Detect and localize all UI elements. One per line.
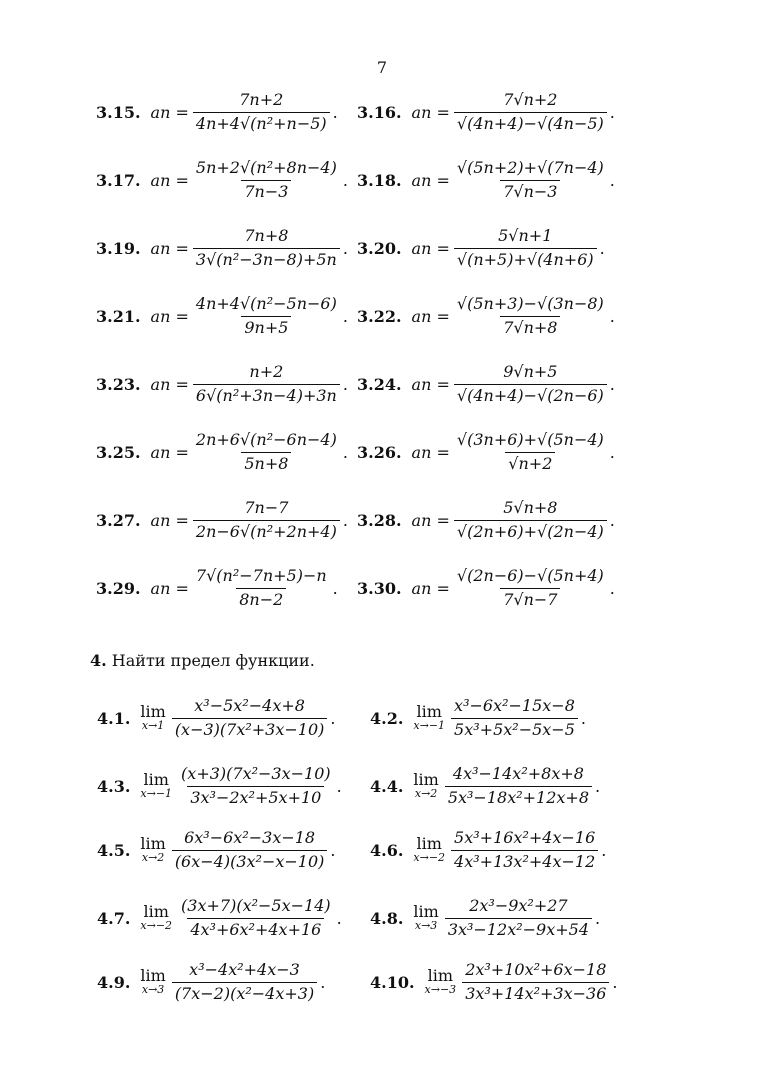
sequence-label: an = — [150, 102, 189, 122]
fraction — [445, 765, 592, 807]
sequence-label: an = — [150, 442, 189, 462]
limit-operator — [140, 965, 166, 996]
problem-number: 4.5. — [97, 840, 131, 860]
denominator: 5x³−18x²+12x+8 — [445, 786, 592, 807]
period: . — [342, 374, 348, 394]
sequence-label: an = — [150, 170, 189, 190]
numerator: 4n+4√(n²−5n−6) — [195, 294, 337, 314]
denominator: 5x³+5x²−5x−5 — [451, 718, 578, 739]
denominator: 5n+8 — [241, 452, 291, 473]
limit-operator — [413, 701, 446, 732]
period: . — [612, 972, 618, 992]
fraction — [454, 431, 607, 473]
limit-operator — [413, 769, 439, 800]
sequence-label: an = — [411, 238, 450, 258]
period: . — [580, 708, 586, 728]
denominator: 3√(n²−3n−8)+5n — [193, 248, 340, 269]
problem-number: 3.21. — [96, 306, 141, 326]
fraction — [451, 697, 578, 739]
numerator: 5√n+1 — [498, 226, 553, 246]
fraction — [451, 829, 598, 871]
problem-3-18 — [357, 158, 615, 202]
limit-operator — [140, 769, 173, 800]
fraction — [454, 295, 607, 337]
numerator: 7n+2 — [239, 90, 284, 110]
problem-3-30 — [357, 566, 615, 610]
denominator: √n+2 — [505, 452, 555, 473]
problem-number: 3.20. — [357, 238, 402, 258]
numerator: x³−4x²+4x−3 — [189, 960, 300, 980]
problem-3-19 — [96, 226, 348, 270]
limit-subscript: x→−1 — [413, 718, 446, 732]
problem-number: 3.27. — [96, 510, 141, 530]
fraction — [178, 765, 334, 807]
period: . — [332, 578, 338, 598]
problem-number: 4.10. — [370, 972, 415, 992]
numerator: n+2 — [249, 362, 284, 382]
period: . — [609, 102, 615, 122]
problem-3-20 — [357, 226, 605, 270]
denominator: 3x³+14x²+3x−36 — [462, 982, 609, 1003]
numerator: 9√n+5 — [503, 362, 558, 382]
problem-number: 3.22. — [357, 306, 402, 326]
denominator: 7√n−3 — [500, 180, 560, 201]
period: . — [342, 510, 348, 530]
denominator: 6√(n²+3n−4)+3n — [193, 384, 340, 405]
fraction — [445, 897, 592, 939]
fraction — [454, 91, 607, 133]
problem-3-26 — [357, 430, 615, 474]
fraction — [193, 159, 340, 201]
sequence-label: an = — [150, 306, 189, 326]
denominator: √(4n+4)−√(4n−5) — [454, 112, 607, 133]
denominator: 4n+4√(n²+n−5) — [193, 112, 330, 133]
problem-number: 3.19. — [96, 238, 141, 258]
numerator: 5x³+16x²+4x−16 — [454, 828, 596, 848]
problem-4-7 — [97, 896, 342, 940]
fraction — [454, 567, 607, 609]
sequence-label: an = — [411, 442, 450, 462]
numerator: 2x³−9x²+27 — [469, 896, 568, 916]
problem-3-22 — [357, 294, 615, 338]
fraction — [193, 431, 340, 473]
period: . — [332, 102, 338, 122]
numerator: x³−6x²−15x−8 — [454, 696, 575, 716]
period: . — [330, 708, 336, 728]
problem-number: 3.23. — [96, 374, 141, 394]
period: . — [336, 908, 342, 928]
denominator: 7√n−7 — [500, 588, 560, 609]
period: . — [342, 170, 348, 190]
limit-operator — [140, 833, 166, 864]
section-4-heading-number: 4. — [90, 651, 107, 670]
limit-subscript: x→−1 — [140, 786, 173, 800]
period: . — [609, 374, 615, 394]
limit-operator — [140, 901, 173, 932]
problem-3-28 — [357, 498, 615, 542]
problem-3-25 — [96, 430, 348, 474]
denominator: √(2n+6)+√(2n−4) — [454, 520, 607, 541]
lim-word: lim — [140, 965, 166, 985]
sequence-label: an = — [411, 374, 450, 394]
fraction — [454, 227, 597, 269]
numerator: √(5n+3)−√(3n−8) — [456, 294, 604, 314]
problem-number: 3.29. — [96, 578, 141, 598]
fraction — [193, 363, 340, 405]
fraction — [454, 159, 607, 201]
period: . — [609, 170, 615, 190]
problem-number: 4.9. — [97, 972, 131, 992]
section-4-heading — [90, 651, 315, 670]
problem-3-29 — [96, 566, 338, 610]
sequence-label: an = — [150, 238, 189, 258]
limit-operator — [413, 833, 446, 864]
sequence-label: an = — [150, 510, 189, 530]
period: . — [609, 578, 615, 598]
sequence-label: an = — [411, 170, 450, 190]
problem-number: 4.2. — [370, 708, 404, 728]
section-4-heading-text: Найти предел функции. — [111, 651, 315, 670]
sequence-label: an = — [150, 578, 189, 598]
problem-number: 4.7. — [97, 908, 131, 928]
problem-number: 3.16. — [357, 102, 402, 122]
period: . — [336, 776, 342, 796]
problem-3-27 — [96, 498, 348, 542]
problem-number: 4.1. — [97, 708, 131, 728]
denominator: 2n−6√(n²+2n+4) — [193, 520, 340, 541]
fraction — [193, 91, 330, 133]
problem-number: 3.17. — [96, 170, 141, 190]
problem-4-4 — [370, 764, 600, 808]
numerator: √(5n+2)+√(7n−4) — [456, 158, 604, 178]
limit-subscript: x→2 — [141, 850, 165, 864]
denominator: 4x³+6x²+4x+16 — [187, 918, 324, 939]
limit-subscript: x→3 — [141, 982, 165, 996]
problem-4-9 — [97, 960, 325, 1004]
limit-operator — [424, 965, 457, 996]
lim-word: lim — [140, 701, 166, 721]
problem-3-23 — [96, 362, 348, 406]
problem-number: 3.24. — [357, 374, 402, 394]
problem-number: 3.26. — [357, 442, 402, 462]
limit-subscript: x→1 — [141, 718, 165, 732]
numerator: 7n−7 — [244, 498, 289, 518]
lim-word: lim — [416, 833, 442, 853]
problem-4-2 — [370, 696, 586, 740]
lim-word: lim — [413, 769, 439, 789]
fraction — [454, 363, 607, 405]
numerator: (x+3)(7x²−3x−10) — [181, 764, 331, 784]
period: . — [595, 908, 601, 928]
numerator: 4x³−14x²+8x+8 — [452, 764, 584, 784]
period: . — [330, 840, 336, 860]
problem-3-16 — [357, 90, 615, 134]
numerator: 6x³−6x²−3x−18 — [184, 828, 316, 848]
limit-subscript: x→3 — [414, 918, 438, 932]
denominator: 7√n+8 — [500, 316, 560, 337]
period: . — [609, 306, 615, 326]
sequence-label: an = — [411, 510, 450, 530]
numerator: 2n+6√(n²−6n−4) — [195, 430, 337, 450]
problem-number: 3.30. — [357, 578, 402, 598]
fraction — [462, 961, 609, 1003]
numerator: √(3n+6)+√(5n−4) — [456, 430, 604, 450]
problem-number: 4.3. — [97, 776, 131, 796]
problem-4-5 — [97, 828, 335, 872]
denominator: (x−3)(7x²+3x−10) — [172, 718, 328, 739]
fraction — [178, 897, 334, 939]
period: . — [599, 238, 605, 258]
denominator: 4x³+13x²+4x−12 — [451, 850, 598, 871]
limit-operator — [413, 901, 439, 932]
lim-word: lim — [416, 701, 442, 721]
limit-subscript: x→−2 — [413, 850, 446, 864]
problem-number: 3.18. — [357, 170, 402, 190]
numerator: (3x+7)(x²−5x−14) — [181, 896, 331, 916]
problem-3-15 — [96, 90, 338, 134]
fraction — [193, 499, 340, 541]
sequence-label: an = — [411, 102, 450, 122]
denominator: 9n+5 — [241, 316, 291, 337]
period: . — [601, 840, 607, 860]
numerator: √(2n−6)−√(5n+4) — [456, 566, 604, 586]
problem-number: 3.25. — [96, 442, 141, 462]
problem-number: 3.15. — [96, 102, 141, 122]
fraction — [454, 499, 607, 541]
lim-word: lim — [413, 901, 439, 921]
numerator: x³−5x²−4x+8 — [194, 696, 305, 716]
problem-4-8 — [370, 896, 600, 940]
problem-4-6 — [370, 828, 606, 872]
problem-3-24 — [357, 362, 615, 406]
problem-3-17 — [96, 158, 348, 202]
period: . — [320, 972, 326, 992]
sequence-label: an = — [411, 578, 450, 598]
denominator: 8n−2 — [236, 588, 286, 609]
problem-number: 4.4. — [370, 776, 404, 796]
fraction — [172, 961, 317, 1003]
fraction — [193, 295, 340, 337]
fraction — [193, 567, 330, 609]
period: . — [342, 442, 348, 462]
denominator: 3x³−2x²+5x+10 — [187, 786, 324, 807]
lim-word: lim — [143, 901, 169, 921]
denominator: √(4n+4)−√(2n−6) — [454, 384, 607, 405]
problem-number: 4.8. — [370, 908, 404, 928]
numerator: 2x³+10x²+6x−18 — [465, 960, 607, 980]
fraction — [193, 227, 340, 269]
page-number: 7 — [376, 58, 388, 77]
period: . — [609, 442, 615, 462]
period: . — [595, 776, 601, 796]
problem-number: 4.6. — [370, 840, 404, 860]
denominator: (6x−4)(3x²−x−10) — [172, 850, 328, 871]
sequence-label: an = — [411, 306, 450, 326]
fraction — [172, 697, 328, 739]
problem-number: 3.28. — [357, 510, 402, 530]
period: . — [342, 306, 348, 326]
lim-word: lim — [140, 833, 166, 853]
sequence-label: an = — [150, 374, 189, 394]
problem-4-1 — [97, 696, 335, 740]
period: . — [609, 510, 615, 530]
problem-4-3 — [97, 764, 342, 808]
limit-subscript: x→2 — [414, 786, 438, 800]
fraction — [172, 829, 328, 871]
numerator: 5√n+8 — [503, 498, 558, 518]
numerator: 7n+8 — [244, 226, 289, 246]
denominator: (7x−2)(x²−4x+3) — [172, 982, 317, 1003]
denominator: 7n−3 — [241, 180, 291, 201]
numerator: 7√(n²−7n+5)−n — [195, 566, 327, 586]
period: . — [342, 238, 348, 258]
numerator: 5n+2√(n²+8n−4) — [195, 158, 337, 178]
denominator: √(n+5)+√(4n+6) — [454, 248, 597, 269]
limit-subscript: x→−2 — [140, 918, 173, 932]
numerator: 7√n+2 — [503, 90, 558, 110]
problem-4-10 — [370, 960, 617, 1004]
denominator: 3x³−12x²−9x+54 — [445, 918, 592, 939]
limit-operator — [140, 701, 166, 732]
limit-subscript: x→−3 — [424, 982, 457, 996]
lim-word: lim — [427, 965, 454, 985]
problem-3-21 — [96, 294, 348, 338]
lim-word: lim — [143, 769, 169, 789]
